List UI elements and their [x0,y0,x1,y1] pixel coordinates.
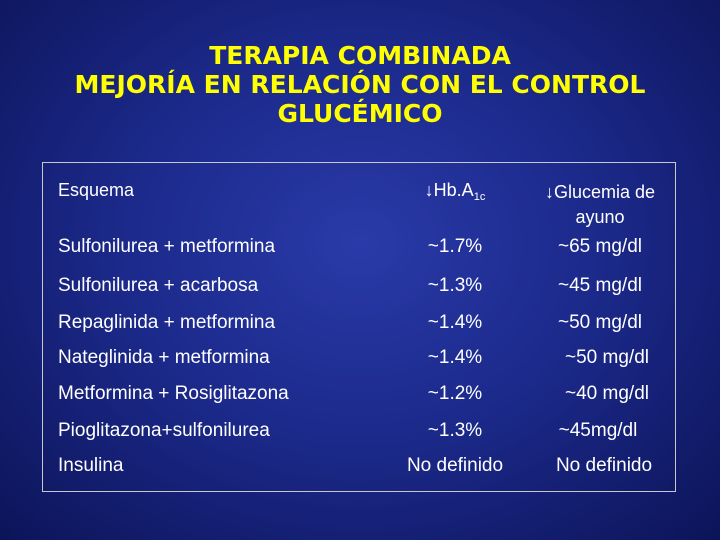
row-2-hba1c: ~1.3% [427,275,483,296]
header-hba1c-subscript: 1c [473,191,486,203]
row-3-scheme: Repaglinida + metformina [58,312,276,333]
row-6-scheme: Pioglitazona+sulfonilurea [58,420,270,441]
down-arrow-icon: ↓ [544,182,554,202]
row-4-glucose: ~50 mg/dl [565,347,649,368]
title-line-3: GLUCÉMICO [277,99,443,128]
down-arrow-icon: ↓ [424,180,434,200]
row-4-scheme: Nateglinida + metformina [58,347,270,368]
row-3-glucose: ~50 mg/dl [558,312,642,333]
title-line-2: MEJORÍA EN RELACIÓN CON EL CONTROL [74,70,646,99]
row-3-hba1c: ~1.4% [427,312,483,333]
row-7-scheme: Insulina [58,455,124,476]
header-hba1c [425,180,486,203]
header-glucose-line2: ayuno [575,207,625,227]
header-hba1c-label: Hb.A [433,180,474,200]
row-5-scheme: Metformina + Rosiglitazona [58,383,289,404]
row-1-hba1c: ~1.7% [427,236,483,257]
header-scheme: Esquema [58,180,135,200]
header-glucose-line1: Glucemia de [553,182,656,202]
row-1-glucose: ~65 mg/dl [558,236,642,257]
row-5-hba1c: ~1.2% [427,383,483,404]
row-1-scheme: Sulfonilurea + metformina [58,236,276,257]
row-7-hba1c: No definido [406,455,504,476]
row-2-scheme: Sulfonilurea + acarbosa [58,275,259,296]
title-line-1: TERAPIA COMBINADA [209,41,511,70]
row-6-hba1c: ~1.3% [427,420,483,441]
row-4-hba1c: ~1.4% [427,347,483,368]
header-glucose [545,180,655,230]
row-7-glucose: No definido [555,455,653,476]
row-6-glucose: ~45mg/dl [558,420,638,441]
row-5-glucose: ~40 mg/dl [565,383,649,404]
row-2-glucose: ~45 mg/dl [558,275,642,296]
